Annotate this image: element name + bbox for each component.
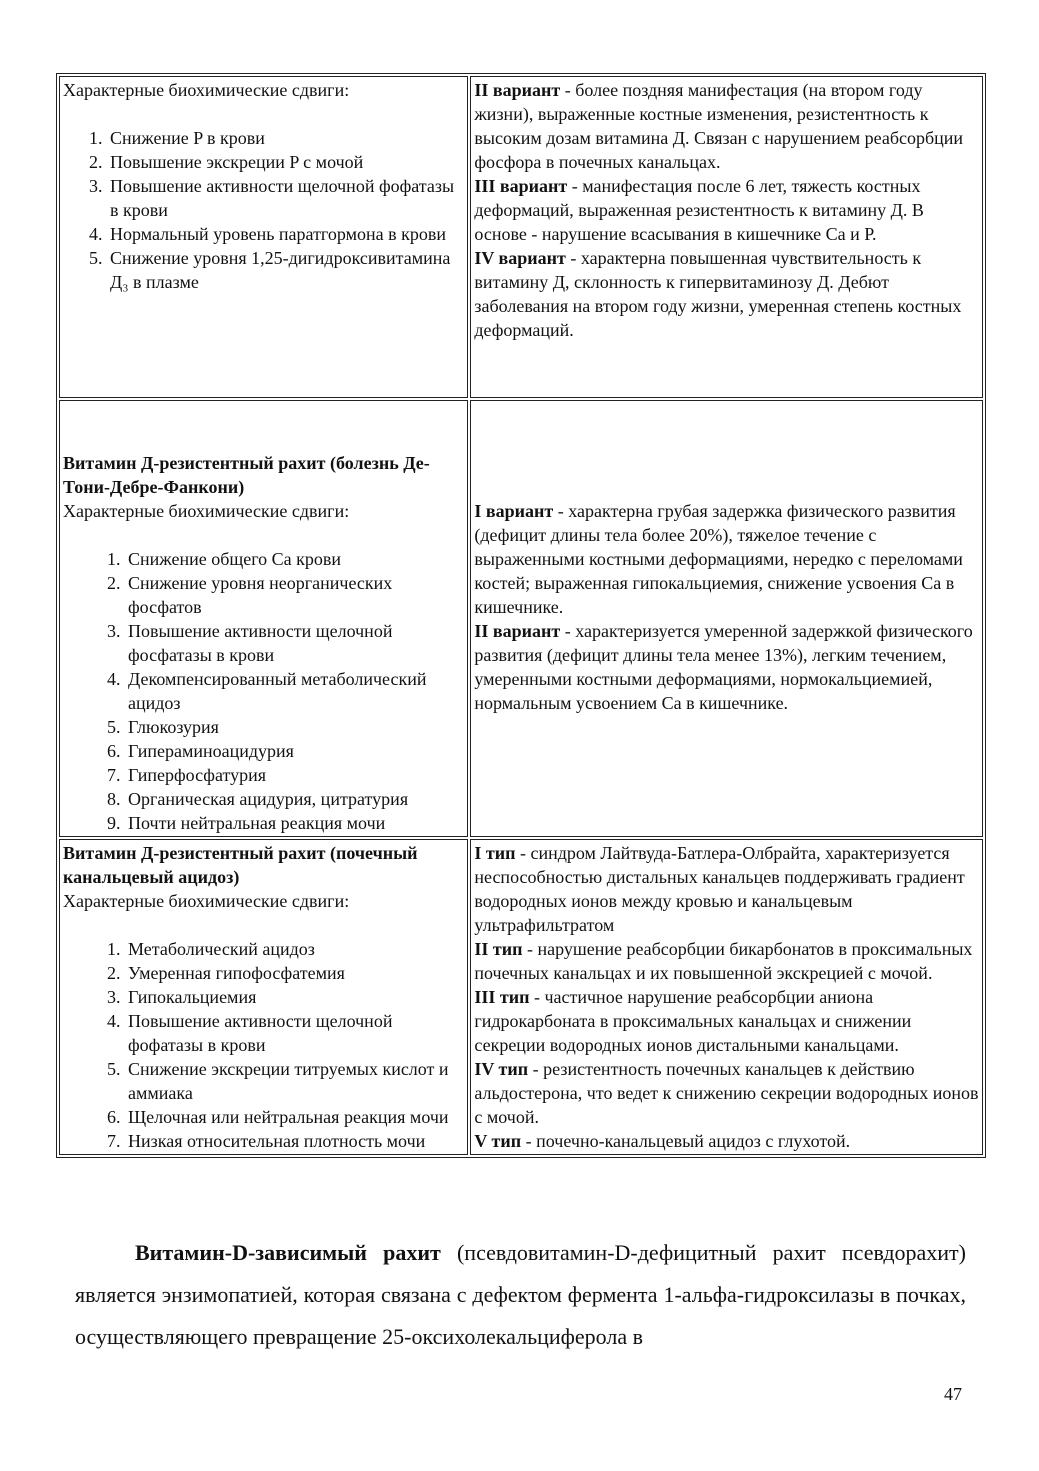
type-text: - синдром Лайтвуда-Батлера-Олбрайта, характеризуется неспособностью дистальных канальцев поддерживать градиент водородных ионов между кровью и канальцевым ультрафильтратом <box>474 843 965 935</box>
type-text: - нарушение реабсорбции бикарбонатов в проксимальных почечных канальцах и их повышенной экскрецией с мочой. <box>474 939 973 983</box>
section-title: Витамин Д-резистентный рахит (болезнь Де-Тони-Дебре-Фанкони) <box>63 453 430 497</box>
variant-text: - манифестация после 6 лет, тяжесть костных деформаций, выраженная резистентность к витамину Д. В основе - нарушение всасывания в кишечнике Са и Р. <box>474 176 924 244</box>
section-title: Витамин Д-резистентный рахит (почечный канальцевый ацидоз) <box>63 843 418 887</box>
table-cell-right <box>470 839 983 1155</box>
list-item: 2. Умеренная гипофосфатемия <box>125 961 464 985</box>
list-item: 7. Низкая относительная плотность мочи <box>125 1129 464 1153</box>
variant-label: IV вариант <box>474 248 566 268</box>
body-paragraph <box>75 1232 966 1358</box>
shifts-intro: Характерные биохимические сдвиги: <box>63 501 350 521</box>
variant-entry <box>474 246 979 342</box>
variant-text: - характерна грубая задержка физического развития (дефицит длины тела более 20%), тяжелое течение с выраженными костными деформациями, нередко с переломами костей; выраженная гипокальциемия, снижение усвоения Са в кишечнике. <box>474 501 963 617</box>
list-item: 3. Гипокальциемия <box>125 985 464 1009</box>
variant-label: I вариант <box>474 501 554 521</box>
type-label: III тип <box>474 987 530 1007</box>
type-label: V тип <box>474 1131 522 1151</box>
variant-label: II вариант <box>474 621 561 641</box>
list-item: 3. Повышение активности щелочной фосфатазы в крови <box>125 619 464 667</box>
type-text: - почечно-канальцевый ацидоз с глухотой. <box>521 1131 851 1151</box>
variant-entry <box>474 174 979 246</box>
variant-entry <box>474 619 979 715</box>
table-row <box>59 400 983 837</box>
list-item: 1. Снижение P в крови <box>107 126 464 150</box>
rickets-table <box>56 73 986 1158</box>
list-item: 2. Снижение уровня неорганических фосфатов <box>125 571 464 619</box>
type-entry <box>474 1057 979 1129</box>
list-item: 8. Органическая ацидурия, цитратурия <box>125 787 464 811</box>
variant-text: - характеризуется умеренной задержкой физического развития (дефицит длины тела менее 13%), легким течением, умеренными костными деформациями, нормокальциемией, нормальным усвоением Са в кишечнике. <box>474 621 973 713</box>
type-entry <box>474 937 979 985</box>
type-entry <box>474 985 979 1057</box>
list-item: 2. Повышение экскреции P с мочой <box>107 150 464 174</box>
list-item: 4. Нормальный уровень паратгормона в крови <box>107 222 464 246</box>
variant-text: - характерна повышенная чувствительность к витамину Д, склонность к гипервитаминозу Д. Дебют заболевания на втором году жизни, умеренная степень костных деформаций. <box>474 248 962 340</box>
shifts-list <box>63 126 464 294</box>
variant-label: II вариант <box>474 80 561 100</box>
type-label: II тип <box>474 939 523 959</box>
table-cell-right <box>470 76 983 398</box>
list-item: 7. Гиперфосфатурия <box>125 763 464 787</box>
type-text: - частичное нарушение реабсорбции аниона гидрокарбоната в проксимальных канальцах и снижении секреции водородных ионов дистальными канальцами. <box>474 987 912 1055</box>
list-item: 5. Глюкозурия <box>125 715 464 739</box>
list-item: 6. Щелочная или нейтральная реакция мочи <box>125 1105 464 1129</box>
shifts-list <box>63 937 464 1153</box>
table-row <box>59 839 983 1155</box>
shifts-intro: Характерные биохимические сдвиги: <box>63 80 350 100</box>
type-entry <box>474 841 979 937</box>
page-number: 47 <box>944 1384 962 1404</box>
variant-text: - более поздняя манифестация (на втором году жизни), выраженные костные изменения, резистентность к высоким дозам витамина Д. Связан с нарушением реабсорбции фосфора в почечных канальцах. <box>474 80 964 172</box>
list-item: 4. Повышение активности щелочной фофатазы в крови <box>125 1009 464 1057</box>
type-entry <box>474 1129 979 1153</box>
variant-entry <box>474 499 979 619</box>
shifts-intro: Характерные биохимические сдвиги: <box>63 891 350 911</box>
paragraph-term: Витамин-D-зависимый рахит <box>135 1240 441 1265</box>
list-item: 1. Метаболический ацидоз <box>125 937 464 961</box>
list-item: 4. Декомпенсированный метаболический ацидоз <box>125 667 464 715</box>
table-cell-right <box>470 400 983 837</box>
table-cell-left <box>59 76 468 398</box>
table-cell-left <box>59 839 468 1155</box>
variant-entry <box>474 78 979 174</box>
type-text: - резистентность почечных канальцев к действию альдостерона, что ведет к снижению секреции водородных ионов с мочой. <box>474 1059 979 1127</box>
paragraph-text: (псевдовитамин-D-дефицитный рахит псевдорахит) является энзимопатией, которая связана с дефектом фермента 1-альфа-гидроксилазы в почках, осуществляющего превращение 25-оксихолекальциферола в <box>75 1240 966 1349</box>
list-item: 5. Снижение уровня 1,25-дигидроксивитамина Д₃ в плазме <box>107 246 464 294</box>
list-item: 5. Снижение экскреции титруемых кислот и аммиака <box>125 1057 464 1105</box>
list-item: 6. Гипераминоацидурия <box>125 739 464 763</box>
type-label: I тип <box>474 843 516 863</box>
table-cell-left <box>59 400 468 837</box>
variant-label: III вариант <box>474 176 568 196</box>
table-row <box>59 76 983 398</box>
list-item: 9. Почти нейтральная реакция мочи <box>125 811 464 835</box>
list-item: 3. Повышение активности щелочной фофатазы в крови <box>107 174 464 222</box>
type-label: IV тип <box>474 1059 529 1079</box>
list-item: 1. Снижение общего Са крови <box>125 547 464 571</box>
shifts-list <box>63 547 464 835</box>
